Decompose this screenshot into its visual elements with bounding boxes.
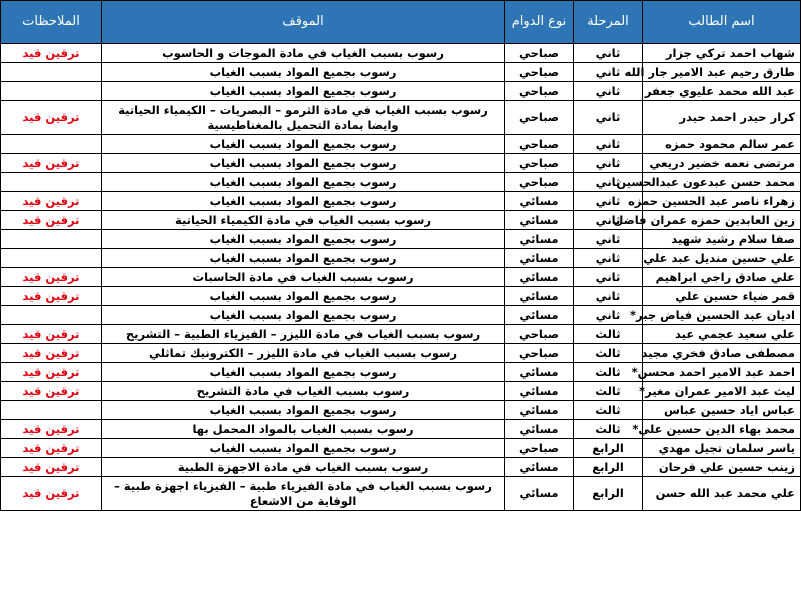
- header-status: الموقف: [102, 1, 505, 44]
- shift-type-cell: مسائي: [505, 287, 574, 306]
- shift-type-cell: مسائي: [505, 420, 574, 439]
- table-row: [1, 230, 801, 249]
- student-name-cell: ياسر سلمان تجيل مهدي: [643, 439, 801, 458]
- status-cell: رسوب بسبب الغياب في مادة التشريح: [102, 382, 505, 401]
- status-cell: رسوب بسبب الغياب في مادة الليزر – الفيزياء الطبية – التشريح: [102, 325, 505, 344]
- header-row: [1, 1, 801, 44]
- shift-type-cell: مسائي: [505, 249, 574, 268]
- header-notes: الملاحظات: [1, 1, 102, 44]
- table-row: [1, 44, 801, 63]
- note-cell: ترقين قيد: [1, 458, 102, 477]
- table-row: [1, 287, 801, 306]
- table-row: [1, 401, 801, 420]
- status-cell: رسوب بجميع المواد بسبب الغياب: [102, 63, 505, 82]
- status-cell: رسوب بجميع المواد بسبب الغياب: [102, 306, 505, 325]
- student-name-cell: علي محمد عبد الله حسن: [643, 477, 801, 511]
- table-row: [1, 154, 801, 173]
- status-cell: رسوب بسبب الغياب في مادة الكيمياء الحياتية: [102, 211, 505, 230]
- status-cell: رسوب بسبب الغياب في مادة الاجهزة الطبية: [102, 458, 505, 477]
- header-student-name: اسم الطالب: [643, 1, 801, 44]
- student-name-cell: شهاب احمد تركي جزار: [643, 44, 801, 63]
- status-cell: رسوب بجميع المواد بسبب الغياب: [102, 249, 505, 268]
- table-row: [1, 211, 801, 230]
- table-row: [1, 135, 801, 154]
- status-cell: رسوب بجميع المواد بسبب الغياب: [102, 135, 505, 154]
- stage-cell: الرابع: [574, 477, 643, 511]
- status-cell: رسوب بسبب الغياب في مادة الفيزياء طبية – الفيزياء اجهزة طبية – الوقاية من الاشعاع: [102, 477, 505, 511]
- table-row: [1, 363, 801, 382]
- table-row: [1, 82, 801, 101]
- note-cell: ترقين قيد: [1, 101, 102, 135]
- table-row: [1, 101, 801, 135]
- shift-type-cell: مسائي: [505, 401, 574, 420]
- stage-cell: ثاني: [574, 192, 643, 211]
- status-cell: رسوب بجميع المواد بسبب الغياب: [102, 363, 505, 382]
- shift-type-cell: صباحي: [505, 44, 574, 63]
- stage-cell: ثاني: [574, 63, 643, 82]
- status-cell: رسوب بجميع المواد بسبب الغياب: [102, 82, 505, 101]
- table-row: [1, 306, 801, 325]
- stage-cell: ثالث: [574, 325, 643, 344]
- note-cell: [1, 306, 102, 325]
- note-cell: ترقين قيد: [1, 420, 102, 439]
- stage-cell: الرابع: [574, 439, 643, 458]
- status-cell: رسوب بسبب الغياب في مادة الموجات و الحاسوب: [102, 44, 505, 63]
- stage-cell: ثاني: [574, 249, 643, 268]
- table-row: [1, 420, 801, 439]
- stage-cell: ثاني: [574, 173, 643, 192]
- status-cell: رسوب بجميع المواد بسبب الغياب: [102, 154, 505, 173]
- note-cell: [1, 63, 102, 82]
- table-row: [1, 173, 801, 192]
- student-name-cell: علي سعيد عجمي عيد: [643, 325, 801, 344]
- stage-cell: ثالث: [574, 344, 643, 363]
- note-cell: ترقين قيد: [1, 439, 102, 458]
- stage-cell: ثاني: [574, 268, 643, 287]
- stage-cell: ثالث: [574, 420, 643, 439]
- student-name-cell: طارق رحيم عبد الامير جار الله: [643, 63, 801, 82]
- status-cell: رسوب بسبب الغياب في مادة الحاسبات: [102, 268, 505, 287]
- shift-type-cell: صباحي: [505, 154, 574, 173]
- stage-cell: ثاني: [574, 306, 643, 325]
- shift-type-cell: صباحي: [505, 135, 574, 154]
- note-cell: ترقين قيد: [1, 477, 102, 511]
- note-cell: ترقين قيد: [1, 382, 102, 401]
- stage-cell: ثاني: [574, 154, 643, 173]
- status-cell: رسوب بجميع المواد بسبب الغياب: [102, 401, 505, 420]
- student-name-cell: مصطفى صادق فخري مجيد: [643, 344, 801, 363]
- note-cell: ترقين قيد: [1, 44, 102, 63]
- status-cell: رسوب بسبب الغياب بالمواد المحمل بها: [102, 420, 505, 439]
- student-name-cell: عبد الله محمد عليوي جعفر: [643, 82, 801, 101]
- table-row: [1, 439, 801, 458]
- stage-cell: ثاني: [574, 82, 643, 101]
- table-row: [1, 268, 801, 287]
- shift-type-cell: مسائي: [505, 306, 574, 325]
- note-cell: [1, 173, 102, 192]
- stage-cell: ثالث: [574, 401, 643, 420]
- status-cell: رسوب بجميع المواد بسبب الغياب: [102, 173, 505, 192]
- shift-type-cell: مسائي: [505, 363, 574, 382]
- table-row: [1, 477, 801, 511]
- note-cell: [1, 135, 102, 154]
- stage-cell: الرابع: [574, 458, 643, 477]
- status-cell: رسوب بجميع المواد بسبب الغياب: [102, 287, 505, 306]
- note-cell: [1, 82, 102, 101]
- table-row: [1, 458, 801, 477]
- note-cell: ترقين قيد: [1, 154, 102, 173]
- note-cell: [1, 401, 102, 420]
- student-name-cell: احمد عبد الامير احمد محسن*: [643, 363, 801, 382]
- note-cell: ترقين قيد: [1, 211, 102, 230]
- table-row: [1, 249, 801, 268]
- shift-type-cell: مسائي: [505, 211, 574, 230]
- note-cell: ترقين قيد: [1, 325, 102, 344]
- stage-cell: ثاني: [574, 135, 643, 154]
- note-cell: ترقين قيد: [1, 192, 102, 211]
- student-name-cell: اديان عبد الحسين فياض جبر*: [643, 306, 801, 325]
- shift-type-cell: مسائي: [505, 268, 574, 287]
- status-cell: رسوب بجميع المواد بسبب الغياب: [102, 192, 505, 211]
- stage-cell: ثاني: [574, 287, 643, 306]
- shift-type-cell: مسائي: [505, 477, 574, 511]
- table-row: [1, 63, 801, 82]
- note-cell: [1, 230, 102, 249]
- student-name-cell: محمد حسن عبدعون عبدالحسين: [643, 173, 801, 192]
- status-cell: رسوب بجميع المواد بسبب الغياب: [102, 230, 505, 249]
- student-name-cell: صفا سلام رشيد شهيد: [643, 230, 801, 249]
- student-name-cell: محمد بهاء الدين حسين علي*: [643, 420, 801, 439]
- note-cell: ترقين قيد: [1, 363, 102, 382]
- shift-type-cell: مسائي: [505, 382, 574, 401]
- note-cell: [1, 249, 102, 268]
- student-name-cell: قمر ضياء حسين علي: [643, 287, 801, 306]
- stage-cell: ثالث: [574, 363, 643, 382]
- note-cell: ترقين قيد: [1, 268, 102, 287]
- stage-cell: ثاني: [574, 101, 643, 135]
- shift-type-cell: صباحي: [505, 325, 574, 344]
- student-name-cell: مرتضى نعمه خضير دريعي: [643, 154, 801, 173]
- status-cell: رسوب بجميع المواد بسبب الغياب: [102, 439, 505, 458]
- student-name-cell: كرار حيدر احمد حيدر: [643, 101, 801, 135]
- table-row: [1, 192, 801, 211]
- stage-cell: ثاني: [574, 44, 643, 63]
- status-cell: رسوب بسبب الغياب في مادة الليزر – الكترونيك تماثلي: [102, 344, 505, 363]
- shift-type-cell: صباحي: [505, 173, 574, 192]
- header-stage: المرحلة: [574, 1, 643, 44]
- student-name-cell: عمر سالم محمود حمزه: [643, 135, 801, 154]
- student-name-cell: زين العابدين حمزه عمران فاضل: [643, 211, 801, 230]
- student-name-cell: زينب حسين علي فرحان: [643, 458, 801, 477]
- table-row: [1, 344, 801, 363]
- note-cell: ترقين قيد: [1, 287, 102, 306]
- student-name-cell: علي صادق راجي ابراهيم: [643, 268, 801, 287]
- shift-type-cell: صباحي: [505, 63, 574, 82]
- shift-type-cell: مسائي: [505, 192, 574, 211]
- note-cell: ترقين قيد: [1, 344, 102, 363]
- student-name-cell: عباس اياد حسين عباس: [643, 401, 801, 420]
- student-name-cell: زهراء ناصر عبد الحسين حمزه: [643, 192, 801, 211]
- student-name-cell: ليث عبد الامير عمران مغير*: [643, 382, 801, 401]
- shift-type-cell: صباحي: [505, 82, 574, 101]
- shift-type-cell: صباحي: [505, 439, 574, 458]
- shift-type-cell: صباحي: [505, 101, 574, 135]
- stage-cell: ثالث: [574, 382, 643, 401]
- shift-type-cell: مسائي: [505, 458, 574, 477]
- header-shift-type: نوع الدوام: [505, 1, 574, 44]
- stage-cell: ثاني: [574, 230, 643, 249]
- student-name-cell: علي حسين منديل عبد علي: [643, 249, 801, 268]
- status-cell: رسوب بسبب الغياب في مادة الثرمو – البصريات – الكيمياء الحياتية وايضا بمادة التحميل بالمغناطيسية: [102, 101, 505, 135]
- table-row: [1, 325, 801, 344]
- stage-cell: ثاني: [574, 211, 643, 230]
- shift-type-cell: مسائي: [505, 230, 574, 249]
- table-row: [1, 382, 801, 401]
- shift-type-cell: صباحي: [505, 344, 574, 363]
